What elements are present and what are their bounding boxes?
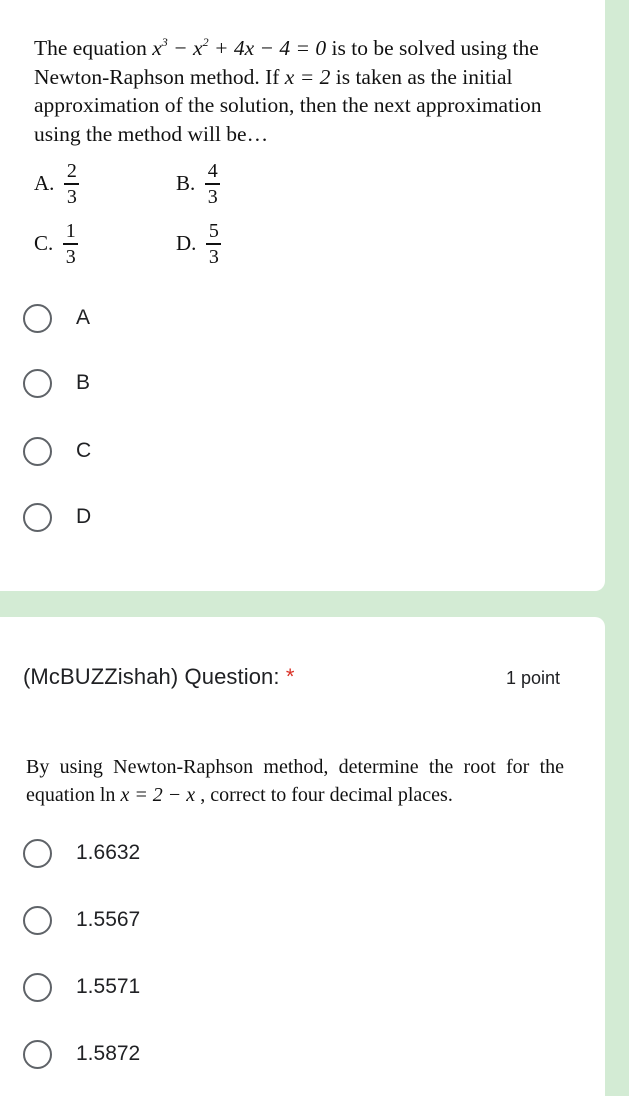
radio-button[interactable]	[23, 437, 52, 466]
radio-button[interactable]	[23, 1040, 52, 1069]
question-2-title: (McBUZZishah) Question: *	[23, 664, 295, 689]
question-2-text: By using Newton-Raphson method, determine the root for the equation ln x = 2 − x , correct to four decimal places.	[26, 756, 564, 806]
radio-button[interactable]	[23, 503, 52, 532]
option-label: 1.6632	[76, 841, 141, 864]
option-label: C	[76, 439, 92, 462]
radio-option-1[interactable]	[23, 833, 423, 873]
initial-value: x = 2	[284, 64, 331, 89]
option-label: B	[76, 371, 91, 394]
radio-button[interactable]	[23, 906, 52, 935]
option-label: A	[76, 306, 91, 329]
option-label: 1.5567	[76, 908, 141, 931]
option-label: 1.5872	[76, 1042, 141, 1065]
choice-a: A. $\frac{2}{3}$	[34, 160, 79, 208]
equation-ln: ln x = 2 − x	[99, 784, 196, 806]
radio-option-a[interactable]	[23, 298, 423, 338]
radio-button[interactable]	[23, 973, 52, 1002]
choice-c: C. $\frac{1}{3}$	[34, 220, 78, 268]
option-label: 1.5571	[76, 975, 141, 998]
option-label: D	[76, 505, 92, 528]
required-asterisk: *	[285, 664, 295, 689]
radio-option-b[interactable]	[23, 363, 423, 403]
choice-b: B. $\frac{4}{3}$	[176, 160, 220, 208]
equation: $x^3 - x^2 + 4x - 4 = 0$	[152, 35, 327, 60]
radio-button[interactable]	[23, 369, 52, 398]
radio-option-4[interactable]	[23, 1034, 423, 1074]
choice-d: D. $\frac{5}{3}$	[176, 220, 221, 268]
radio-button[interactable]	[23, 304, 52, 333]
radio-option-2[interactable]	[23, 900, 423, 940]
question-1-text: The equation $x^3 - x^2 + 4x - 4 = 0$ is to be solved using the Newton-Raphson method. If x = 2 is taken as the initial approximation of the solution, then the next approximation using the method will be…	[34, 35, 542, 146]
radio-option-d[interactable]	[23, 497, 423, 537]
points-label: 1 point	[506, 668, 561, 688]
radio-option-c[interactable]	[23, 431, 423, 471]
radio-button[interactable]	[23, 839, 52, 868]
radio-option-3[interactable]	[23, 967, 423, 1007]
